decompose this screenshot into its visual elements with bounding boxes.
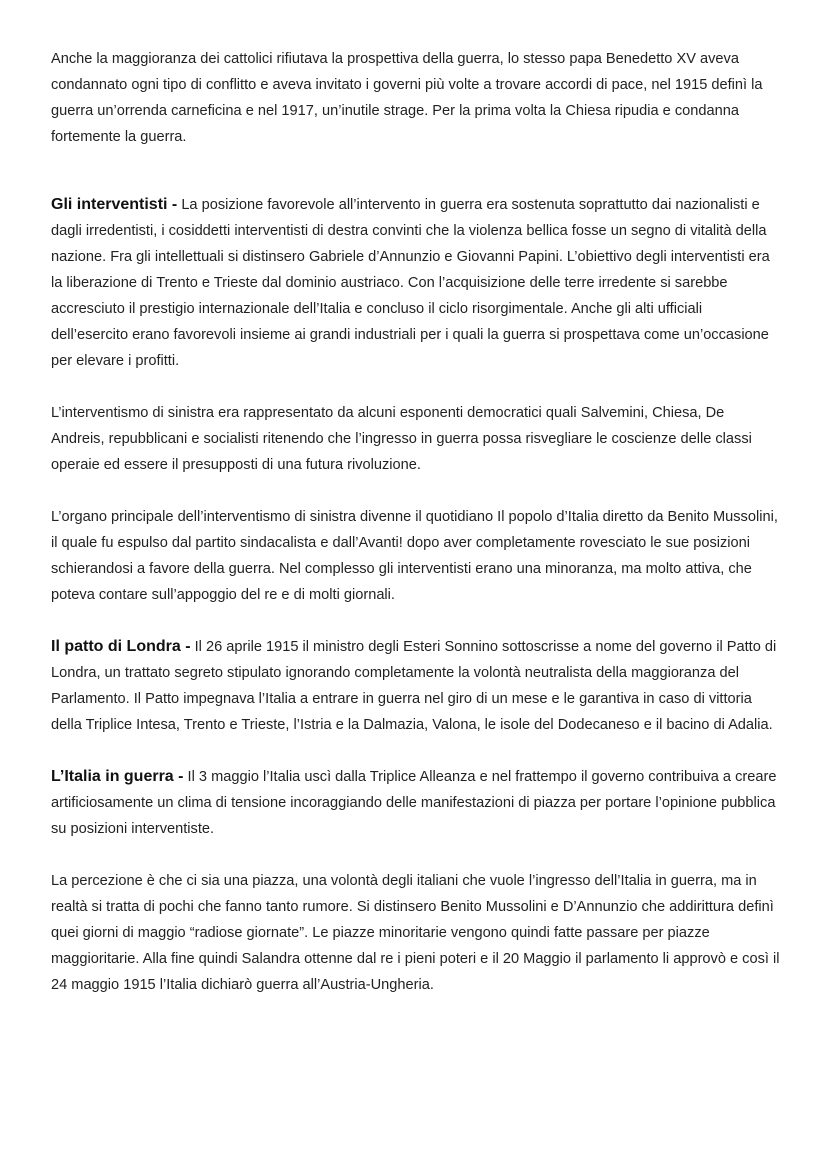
paragraph-sinistra [51, 400, 781, 478]
paragraph-text: Anche la maggioranza dei cattolici rifiutava la prospettiva della guerra, lo stesso papa Benedetto XV aveva condannato ogni tipo di conflitto e aveva invitato i governi più volte a trovare accordi di pace, nel 1915 definì la guerra un’orrenda carneficina e nel 1917, un’inutile strage. Per la prima volta la Chiesa ripudia e condanna fortemente la guerra. [51, 51, 763, 145]
paragraph-cattolici [51, 46, 781, 150]
paragraph-italia-guerra [51, 764, 781, 842]
paragraph-text: La percezione è che ci sia una piazza, una volontà degli italiani che vuole l’ingresso dell’Italia in guerra, ma in realtà si tratta di pochi che fanno tanto rumore. Si distinsero Benito Mussolini e D’Annunzio che addirittura definì quei giorni di maggio “radiose giornate”. Le piazze minoritarie vengono quindi fatte passare per piazze maggioritarie. Alla fine quindi Salandra ottenne dal re i pieni poteri e il 20 Maggio il parlamento li approvò e così il 24 maggio 1915 l’Italia dichiarò guerra all’Austria-Ungheria. [51, 873, 780, 993]
section-heading-italia-guerra: L’Italia in guerra - [51, 768, 184, 785]
document-page [51, 46, 781, 1024]
paragraph-percezione [51, 868, 781, 998]
paragraph-interventisti [51, 192, 781, 374]
section-heading-interventisti: Gli interventisti - [51, 196, 178, 213]
paragraph-text: La posizione favorevole all’intervento in guerra era sostenuta soprattutto dai nazionalisti e dagli irredentisti, i cosiddetti interventisti di destra convinti che la violenza bellica fosse un segno di vitalità della nazione. Fra gli intellettuali si distinsero Gabriele d’Annunzio e Giovanni Papini. L’obiettivo degli interventisti era la liberazione di Trento e Trieste dal dominio austriaco. Con l’acquisizione delle terre irredente si sarebbe accresciuto il prestigio internazionale dell’Italia e concluso il ciclo risorgimentale. Anche gli alti ufficiali dell’esercito erano favorevoli insieme ai grandi industriali per i quali la guerra si prospettava come un’occasione per elevare i profitti. [51, 197, 770, 369]
paragraph-text: L’organo principale dell’interventismo di sinistra divenne il quotidiano Il popolo d’Italia diretto da Benito Mussolini, il quale fu espulso dal partito sindacalista e dall’Avanti! dopo aver completamente rovesciato le sue posizioni schierandosi a favore della guerra. Nel complesso gli interventisti erano una minoranza, ma molto attiva, che poteva contare sull’appoggio del re e di molti giornali. [51, 509, 778, 603]
paragraph-londra [51, 634, 781, 738]
paragraph-text: L’interventismo di sinistra era rappresentato da alcuni esponenti democratici quali Salvemini, Chiesa, De Andreis, repubblicani e socialisti ritenendo che l’ingresso in guerra possa risvegliare le coscienze delle classi operaie ed essere il presupposti di una futura rivoluzione. [51, 405, 752, 473]
paragraph-text: Il 3 maggio l’Italia uscì dalla Triplice Alleanza e nel frattempo il governo contribuiva a creare artificiosamente un clima di tensione incoraggiando delle manifestazioni di piazza per portare l’opinione pubblica su posizioni interventiste. [51, 769, 777, 837]
paragraph-organo [51, 504, 781, 608]
section-heading-londra: Il patto di Londra - [51, 638, 191, 655]
paragraph-text: Il 26 aprile 1915 il ministro degli Esteri Sonnino sottoscrisse a nome del governo il Patto di Londra, un trattato segreto stipulato ignorando completamente la volontà neutralista della maggioranza del Parlamento. Il Patto impegnava l’Italia a entrare in guerra nel giro di un mese e le garantiva in caso di vittoria della Triplice Intesa, Trento e Trieste, l’Istria e la Dalmazia, Valona, le isole del Dodecaneso e il bacino di Adalia. [51, 639, 777, 733]
